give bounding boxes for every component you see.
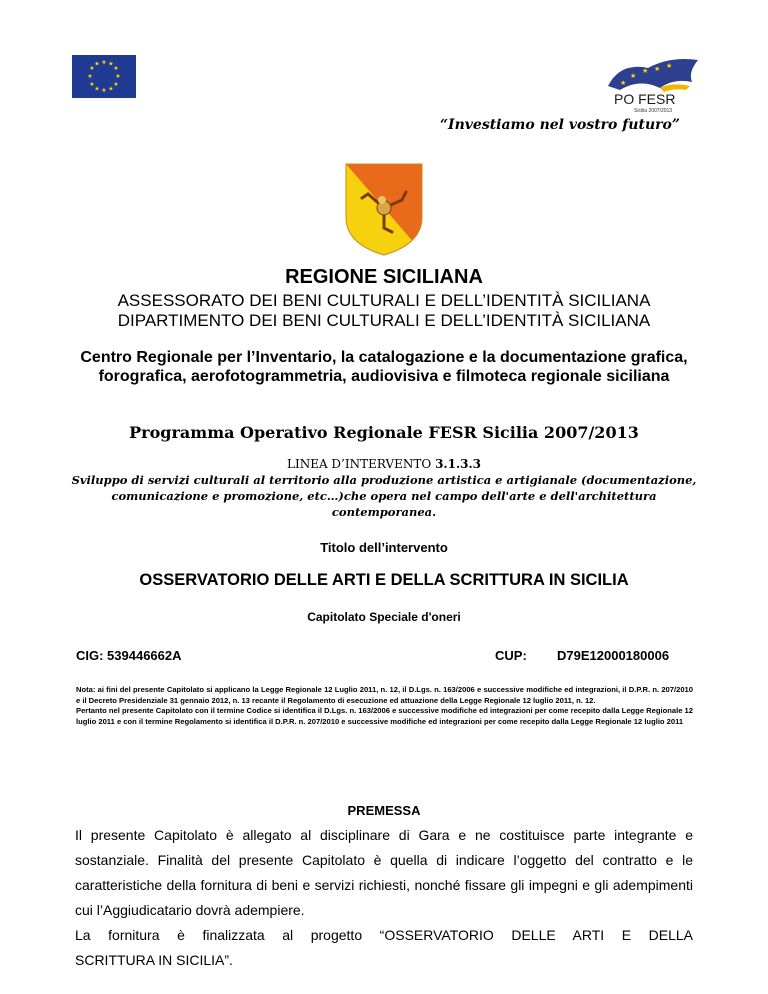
dipartimento-line: DIPARTIMENTO DEI BENI CULTURALI E DELL’IDENTITÀ SICILIANA: [117, 311, 651, 330]
linea-code: 3.1.3.3: [435, 457, 481, 471]
premessa-paragraph-line: SCRITTURA IN SICILIA”.: [75, 952, 233, 968]
nota-paragraph: Pertanto nel presente Capitolato con il termine Codice si identifica il D.Lgs. n. 163/2006 e successive modifiche ed integrazioni per come recepito dalla Legge Regionale 12 luglio 2011 e con il termine Regolamento si identifica il D.P.R. n. 207/2010 e successive modifiche ed integrazioni per come recepito dalla Legge Regionale 12 luglio 2011: [76, 706, 693, 726]
sicily-crest-logo: [344, 162, 424, 257]
assessorato-line: ASSESSORATO DEI BENI CULTURALI E DELL’IDENTITÀ SICILIANA: [117, 291, 651, 310]
svg-text:★: ★: [89, 81, 95, 88]
region-title: REGIONE SICILIANA: [285, 266, 483, 288]
programma-operativo-heading: Programma Operativo Regionale FESR Sicilia 2007/2013: [129, 423, 639, 442]
premessa-heading: PREMESSA: [347, 803, 421, 818]
svg-text:★: ★: [113, 81, 119, 88]
premessa-paragraph: Il presente Capitolato è allegato al disciplinare di Gara e ne costituisce parte integrante e sostanziale. Finalità del presente Capitolato è quella di indicare l’oggetto del contratto e le caratteristiche della fornitura di beni e servizi richiesti, nonché fissare gli impegni e gli adempimenti cui l’Aggiudicatario dovrà adempiere.: [75, 827, 693, 918]
titolo-label: Titolo dell’intervento: [320, 540, 448, 555]
motto: “Investiamo nel vostro futuro”: [440, 117, 680, 133]
svg-text:★: ★: [101, 59, 107, 66]
eu-flag-logo: [72, 55, 136, 98]
svg-text:Sicilia 2007/2013: Sicilia 2007/2013: [634, 108, 673, 114]
cig-code: CIG: 539446662A: [76, 648, 182, 663]
svg-text:★: ★: [94, 60, 100, 68]
svg-text:★: ★: [630, 72, 637, 80]
centro-regionale-heading: Centro Regionale per l’Inventario, la catalogazione e la documentazione grafica, forografica, aerofotogrammetria, audiovisiva e filmoteca regionale siciliana: [80, 349, 688, 385]
po-fesr-logo: [590, 48, 705, 114]
sviluppo-description: Sviluppo di servizi culturali al territorio alla produzione artistica e artigianale (documentazione, comunicazione e promozione, etc…)che opera nel campo dell'arte e dell'architettura contemporanea.: [71, 473, 697, 519]
premessa-body: [75, 823, 693, 973]
linea-label: LINEA D’INTERVENTO: [286, 457, 436, 471]
nota-section: [76, 685, 693, 727]
svg-text:★: ★: [113, 65, 119, 72]
svg-text:★: ★: [620, 79, 627, 87]
cup-label: CUP:: [495, 648, 527, 663]
project-title: OSSERVATORIO DELLE ARTI E DELLA SCRITTURA IN SICILIA: [139, 571, 629, 589]
svg-text:★: ★: [654, 65, 661, 73]
nota-paragraph: Nota: ai fini del presente Capitolato si applicano la Legge Regionale 12 Luglio 2011, n. 12, il D.Lgs. n. 163/2006 e successive modifiche ed integrazioni, il D.P.R. n. 207/2010 e il Decreto Presidenziale 31 gennaio 2012, n. 13 recante il Regolamento di esecuzione ed attuazione della Legge Regionale 12 luglio 2011, n. 12.: [76, 685, 693, 705]
linea-intervento: [0, 457, 768, 471]
svg-text:★: ★: [115, 73, 121, 80]
premessa-paragraph-line: La fornitura è finalizzata al progetto “OSSERVATORIO DELLE ARTI E DELLA: [75, 927, 693, 943]
svg-text:★: ★: [108, 60, 114, 68]
svg-text:★: ★: [101, 87, 107, 94]
svg-text:★: ★: [108, 85, 114, 93]
svg-text:PO FESR: PO FESR: [614, 91, 676, 107]
svg-text:★: ★: [666, 62, 673, 70]
svg-text:★: ★: [642, 67, 649, 75]
capitolato-label: Capitolato Speciale d'oneri: [307, 610, 461, 624]
svg-text:★: ★: [94, 85, 100, 93]
svg-text:★: ★: [87, 73, 93, 80]
cup-code: D79E12000180006: [557, 648, 670, 663]
svg-text:★: ★: [89, 65, 95, 72]
